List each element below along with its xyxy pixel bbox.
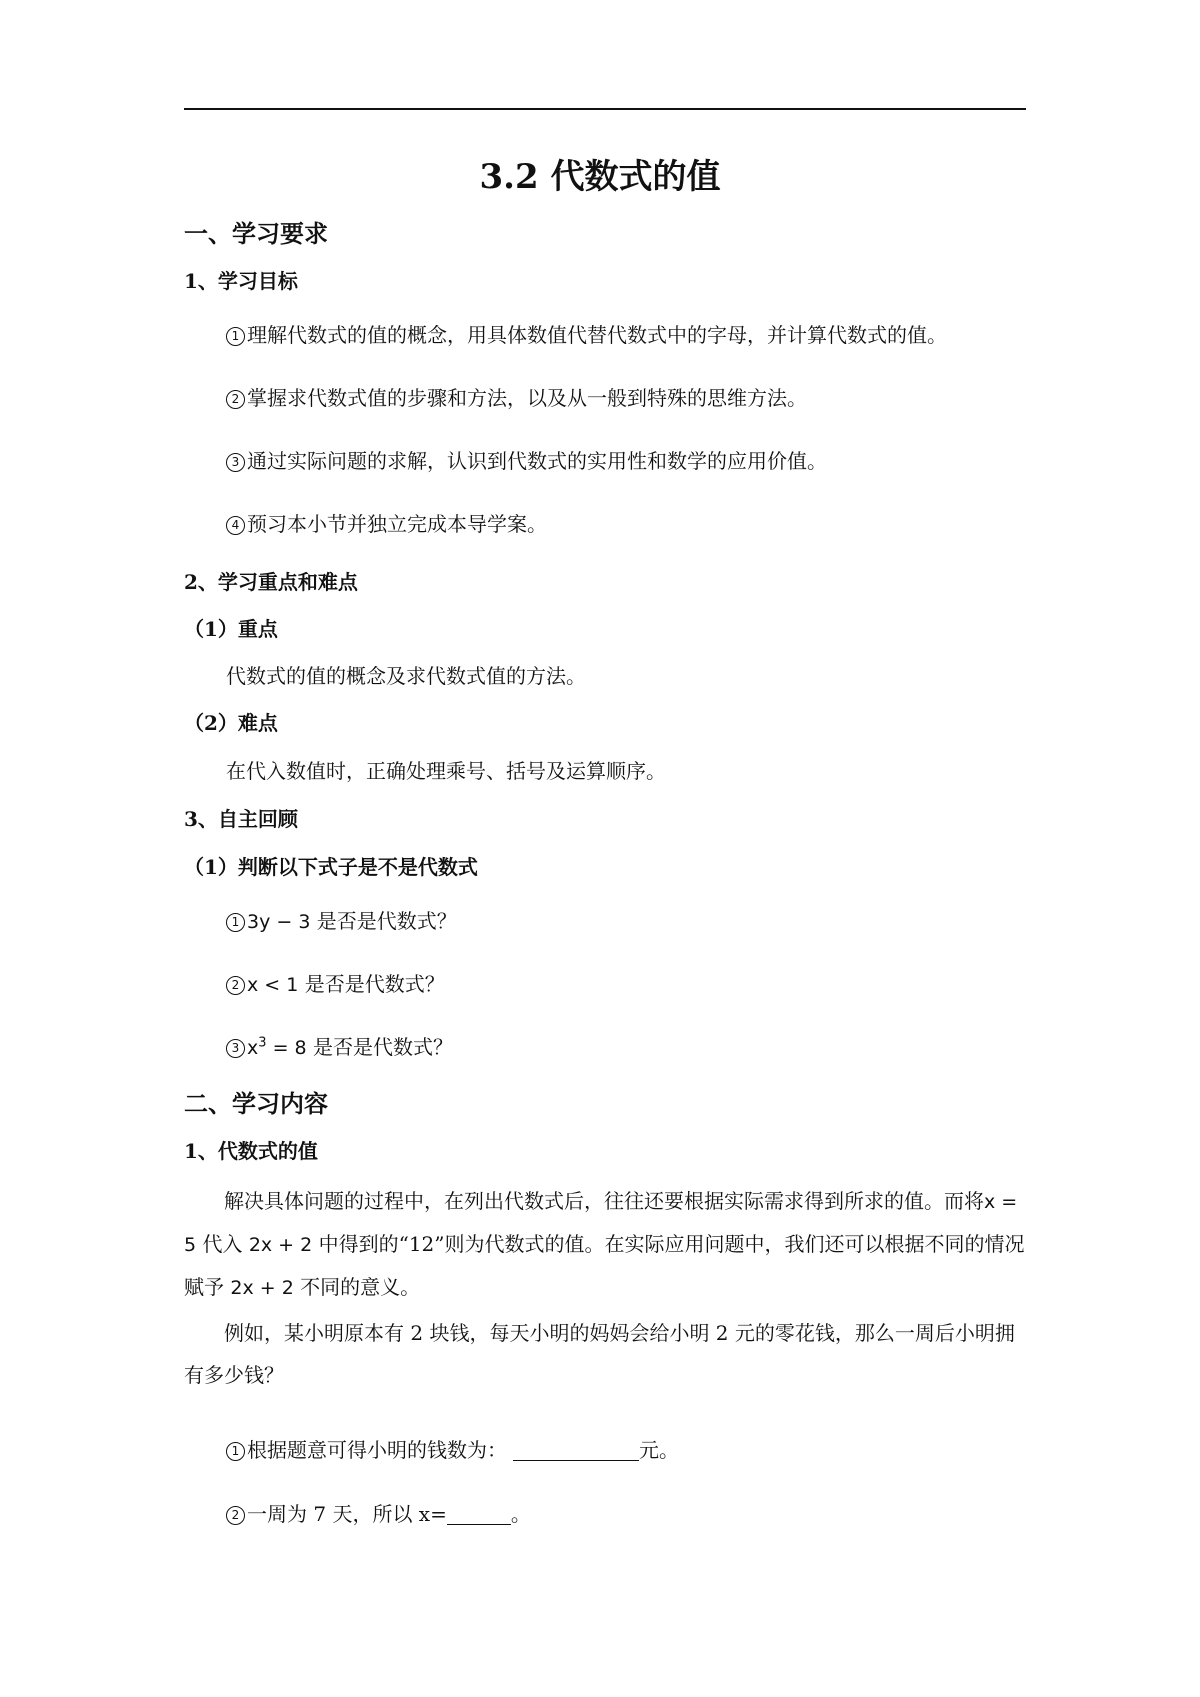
- goal-item: [226, 447, 827, 475]
- circled-number: 3: [226, 1039, 245, 1058]
- math-exponent: 3: [258, 1035, 267, 1051]
- math-expression: 2x + 2: [248, 1234, 313, 1256]
- paragraph-text: 例如，某小明原本有 2 块钱，每天小明的妈妈会给小明 2 元的零花钱，那么一周后小明: [224, 1321, 995, 1345]
- subheading-goals: 1、学习目标: [184, 269, 298, 293]
- circled-number: 4: [226, 516, 245, 535]
- paragraph-text: 中得到的“12”则为代数式的值。在实际应用问题中，我们还可以根据不同: [312, 1232, 965, 1256]
- circled-number: 1: [226, 327, 245, 346]
- math-expression: x < 1: [247, 974, 299, 996]
- subheading-review: 3、自主回顾: [184, 807, 298, 831]
- math-expression: [247, 1037, 307, 1059]
- question-text: 一周为 7 天，所以 x=: [247, 1502, 447, 1526]
- difficulty-text: 在代入数值时，正确处理乘号、括号及运算顺序。: [226, 759, 666, 783]
- review-item: [226, 1033, 453, 1062]
- difficulty-label: （2）难点: [184, 711, 278, 735]
- subheading-value: 1、代数式的值: [184, 1139, 318, 1163]
- goal-text: 预习本小节并独立完成本导学案。: [247, 512, 547, 536]
- paragraph-intro: [184, 1180, 1026, 1309]
- paragraph-text: 解决具体问题的过程中，在列出代数式后，往往还要根据实际需求得到所求的值。而将: [224, 1189, 984, 1213]
- paragraph-text: 的情况赋予: [184, 1232, 1025, 1299]
- circled-number: 1: [226, 913, 245, 932]
- goal-item: [226, 321, 947, 349]
- review-text: 是否是代数式？: [306, 1035, 453, 1059]
- question-item: [226, 1500, 531, 1528]
- paragraph-text: 拥有多少钱？: [184, 1321, 1015, 1387]
- paragraph-text: 代入: [196, 1232, 249, 1256]
- goal-text: 通过实际问题的求解，认识到代数式的实用性和数学的应用价值。: [247, 449, 827, 473]
- focus-label: （1）重点: [184, 617, 278, 641]
- section-heading-requirements: 一、学习要求: [184, 219, 328, 248]
- review-item: [226, 907, 457, 936]
- circled-number: 2: [226, 976, 245, 995]
- math-expression: 3y − 3: [247, 911, 311, 933]
- circled-number: 2: [226, 390, 245, 409]
- math-rest: = 8: [266, 1037, 307, 1059]
- page-title: 3.2 代数式的值: [479, 157, 721, 197]
- math-expression: x = 5: [184, 1191, 1018, 1256]
- circled-number: 2: [226, 1506, 245, 1525]
- goal-item: [226, 510, 547, 538]
- review-item: [226, 970, 445, 999]
- goal-text: 掌握求代数式值的步骤和方法，以及从一般到特殊的思维方法。: [247, 386, 807, 410]
- question-item: [226, 1436, 679, 1464]
- answer-blank[interactable]: [513, 1438, 639, 1461]
- goal-item: [226, 384, 807, 412]
- subheading-key-points: 2、学习重点和难点: [184, 570, 358, 594]
- header-rule: [184, 108, 1026, 110]
- answer-blank[interactable]: [447, 1502, 511, 1525]
- paragraph-example: [184, 1312, 1026, 1396]
- section-heading-content: 二、学习内容: [184, 1089, 328, 1118]
- math-base: x: [247, 1037, 259, 1059]
- circled-number: 3: [226, 453, 245, 472]
- paragraph-text: 不同的意义。: [293, 1275, 421, 1299]
- circled-number: 1: [226, 1442, 245, 1461]
- question-text: 根据题意可得小明的钱数为：: [247, 1438, 507, 1462]
- goal-text: 理解代数式的值的概念，用具体数值代替代数式中的字母，并计算代数式的值。: [247, 323, 947, 347]
- focus-text: 代数式的值的概念及求代数式值的方法。: [226, 664, 586, 688]
- review-text: 是否是代数式？: [298, 972, 445, 996]
- review-text: 是否是代数式？: [310, 909, 457, 933]
- review-sub-label: （1）判断以下式子是不是代数式: [184, 855, 478, 879]
- math-expression: 2x + 2: [230, 1277, 294, 1299]
- question-suffix: 。: [510, 1502, 531, 1526]
- question-suffix: 元。: [639, 1438, 679, 1462]
